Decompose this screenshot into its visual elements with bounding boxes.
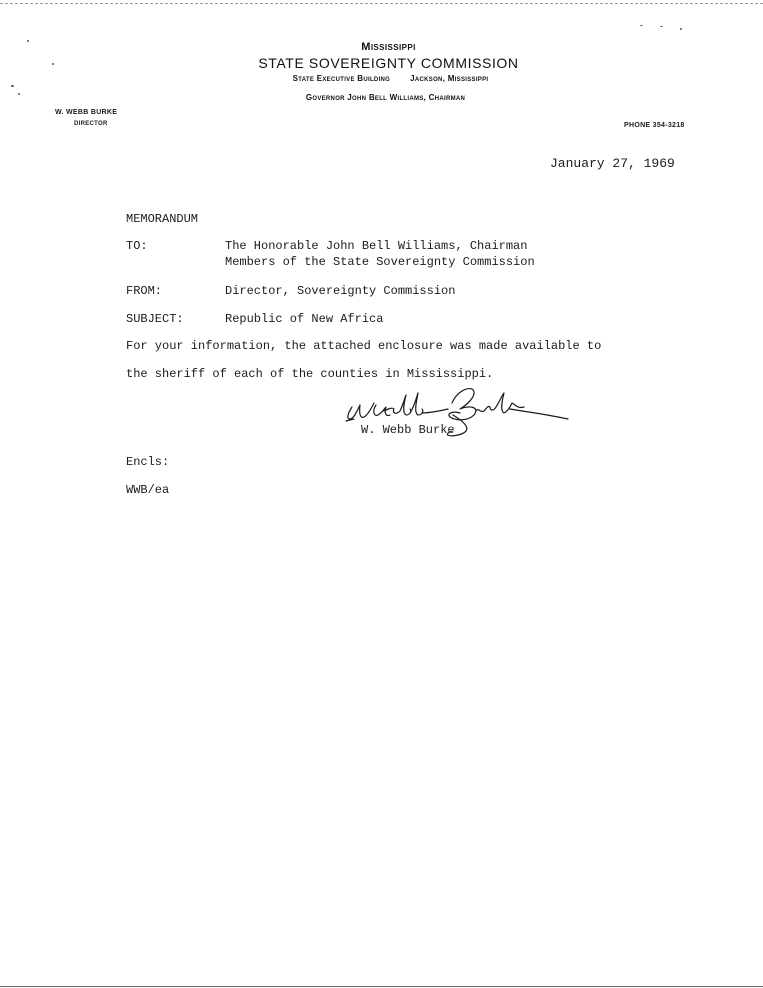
to-label: TO: bbox=[126, 239, 148, 253]
to-recipient-1: The Honorable John Bell Williams, Chairman bbox=[225, 239, 528, 253]
memo-heading: MEMORANDUM bbox=[126, 212, 199, 226]
body-line-1: For your information, the attached enclosure was made available to bbox=[126, 339, 602, 353]
phone-number: PHONE 354-3218 bbox=[624, 122, 685, 129]
scan-speck bbox=[640, 25, 643, 26]
scan-speck bbox=[18, 93, 20, 95]
from-value: Director, Sovereignty Commission bbox=[225, 284, 456, 298]
from-label: FROM: bbox=[126, 284, 163, 298]
to-recipient-2: Members of the State Sovereignty Commission bbox=[225, 255, 535, 269]
letterhead-address bbox=[0, 74, 763, 83]
letterhead-governor: Governor John Bell Williams, Chairman bbox=[305, 93, 466, 102]
typist-initials: WWB/ea bbox=[126, 483, 170, 497]
enclosures-label: Encls: bbox=[126, 455, 170, 469]
body-line-2: the sheriff of each of the counties in Mississippi. bbox=[126, 367, 494, 381]
letterhead-commission: STATE SOVEREIGNTY COMMISSION bbox=[258, 55, 519, 71]
letterhead-state: Mississippi bbox=[361, 41, 416, 53]
scan-speck bbox=[680, 28, 682, 30]
letterhead-building: State Executive Building bbox=[292, 74, 391, 83]
director-name: W. WEBB BURKE bbox=[55, 109, 118, 116]
subject-label: SUBJECT: bbox=[126, 312, 184, 326]
scan-speck bbox=[660, 26, 663, 27]
director-title: DIRECTOR bbox=[74, 121, 108, 127]
subject-value: Republic of New Africa bbox=[225, 312, 384, 326]
memo-date: January 27, 1969 bbox=[550, 156, 675, 171]
typed-signature-name: W. Webb Burke bbox=[361, 423, 455, 437]
top-border bbox=[0, 3, 763, 4]
scan-speck bbox=[27, 40, 29, 42]
bottom-border bbox=[0, 986, 763, 987]
scan-speck bbox=[11, 85, 14, 87]
letterhead-city: Jackson, Mississippi bbox=[410, 74, 489, 83]
scan-speck bbox=[52, 63, 54, 65]
